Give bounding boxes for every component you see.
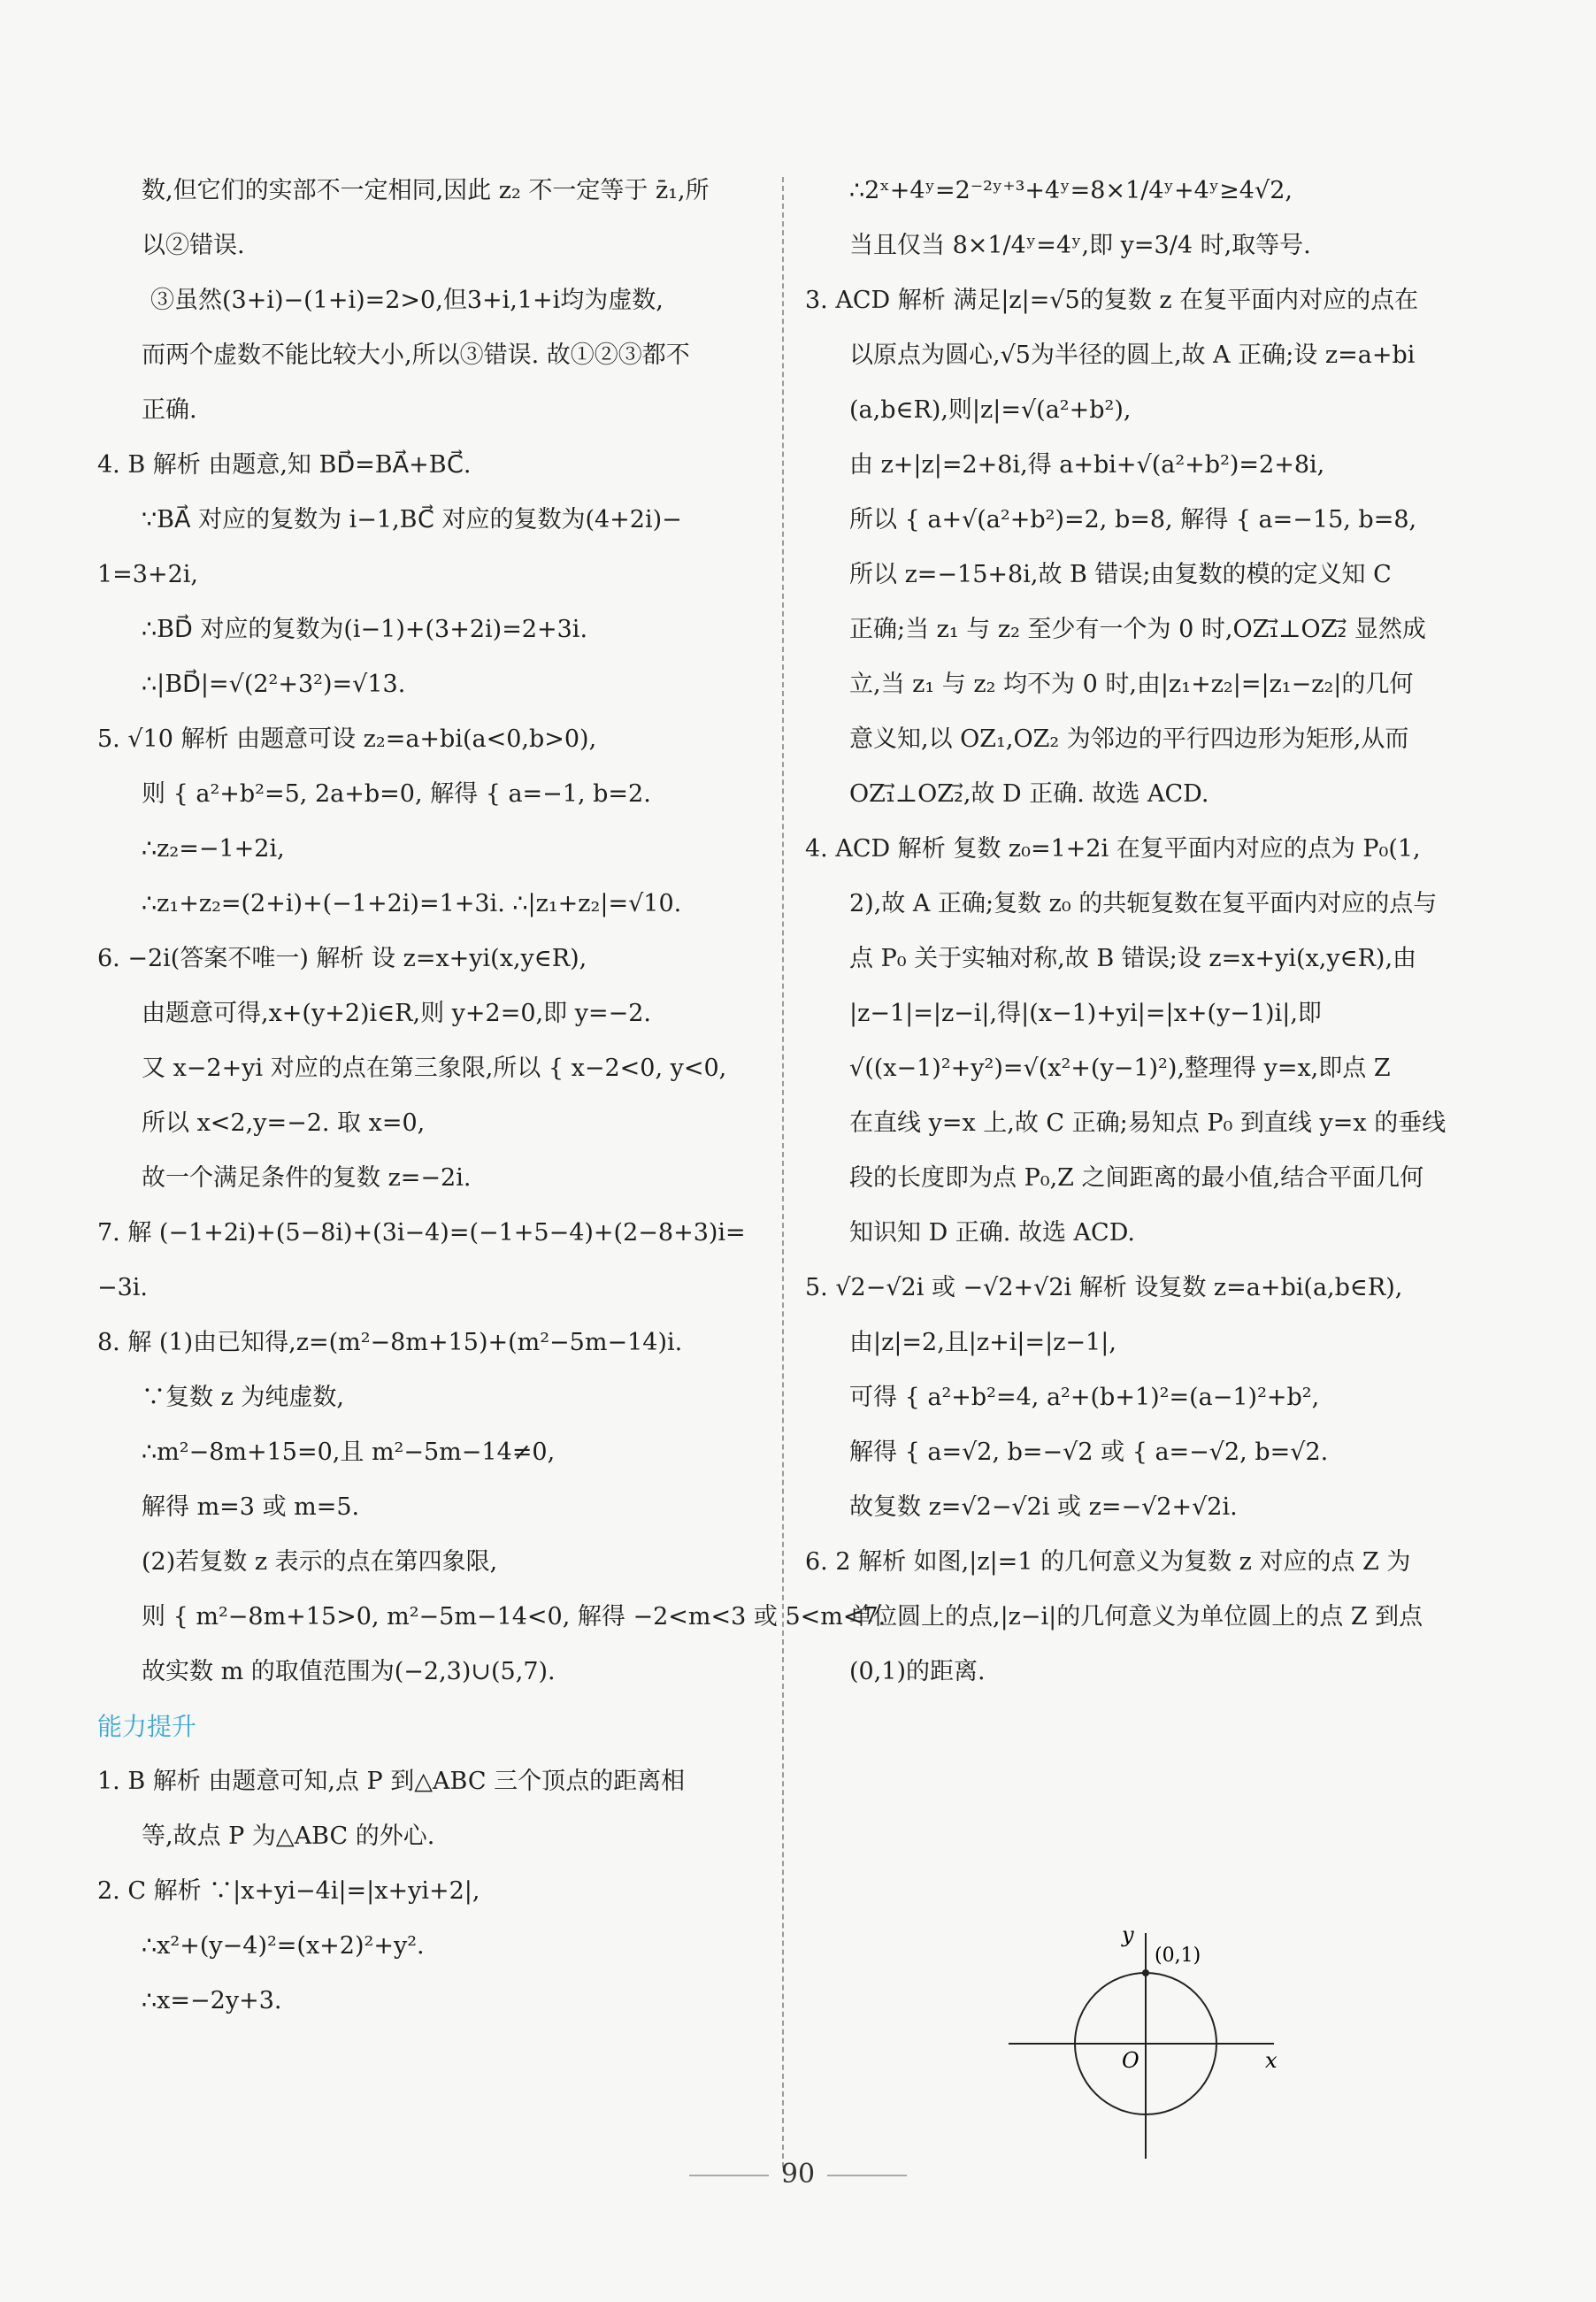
text-line: 所以 x<2,y=−2. 取 x=0, — [142, 1109, 426, 1137]
text-line: ∴x²+(y−4)²=(x+2)²+y². — [142, 1932, 425, 1960]
footer-line-left — [689, 2175, 769, 2176]
text-line: 由|z|=2,且|z+i|=|z−1|, — [849, 1329, 1116, 1356]
text-line: OZ₁⃗⊥OZ₂⃗,故 D 正确. 故选 ACD. — [849, 780, 1209, 808]
text-line: ∴BD⃗ 对应的复数为(i−1)+(3+2i)=2+3i. — [142, 616, 588, 643]
text-line: 意义知,以 OZ₁,OZ₂ 为邻边的平行四边形为矩形,从而 — [849, 725, 1409, 753]
text-line: 所以 z=−15+8i,故 B 错误;由复数的模的定义知 C — [849, 561, 1392, 588]
page-number: 90 — [780, 2159, 816, 2190]
text-line: 又 x−2+yi 对应的点在第三象限,所以 { x−2<0, y<0, — [142, 1055, 727, 1082]
column-divider — [782, 177, 784, 2168]
unit-circle-figure — [1009, 1924, 1309, 2163]
text-line: 段的长度即为点 P₀,Z 之间距离的最小值,结合平面几何 — [849, 1164, 1424, 1192]
text-line: 立,当 z₁ 与 z₂ 均不为 0 时,由|z₁+z₂|=|z₁−z₂|的几何 — [849, 671, 1414, 698]
text-line: (0,1)的距离. — [849, 1658, 986, 1685]
text-line: 故复数 z=√2−√2i 或 z=−√2+√2i. — [849, 1493, 1238, 1521]
text-line: 5. √2−√2i 或 −√2+√2i 解析 设复数 z=a+bi(a,b∈R), — [805, 1274, 1403, 1301]
text-line: ∵BA⃗ 对应的复数为 i−1,BC⃗ 对应的复数为(4+2i)− — [142, 506, 682, 533]
text-line: 6. −2i(答案不唯一) 解析 设 z=x+yi(x,y∈R), — [97, 945, 587, 972]
text-line: 数,但它们的实部不一定相同,因此 z₂ 不一定等于 z̄₁,所 — [142, 177, 710, 204]
text-line: 可得 { a²+b²=4, a²+(b+1)²=(a−1)²+b², — [849, 1384, 1320, 1411]
text-line: 7. 解 (−1+2i)+(5−8i)+(3i−4)=(−1+5−4)+(2−8+3)i= — [97, 1219, 746, 1247]
text-line: ∴z₁+z₂=(2+i)+(−1+2i)=1+3i. ∴|z₁+z₂|=√10. — [142, 890, 682, 917]
text-line: 知识知 D 正确. 故选 ACD. — [849, 1219, 1135, 1247]
text-line: 1=3+2i, — [97, 561, 198, 588]
text-line: 以原点为圆心,√5为半径的圆上,故 A 正确;设 z=a+bi — [849, 341, 1416, 369]
text-line: 2. C 解析 ∵|x+yi−4i|=|x+yi+2|, — [97, 1877, 480, 1905]
text-line: ∴m²−8m+15=0,且 m²−5m−14≠0, — [142, 1439, 556, 1466]
text-line: 在直线 y=x 上,故 C 正确;易知点 P₀ 到直线 y=x 的垂线 — [849, 1109, 1446, 1137]
text-line: 点 P₀ 关于实轴对称,故 B 错误;设 z=x+yi(x,y∈R),由 — [849, 945, 1417, 972]
right-column — [805, 164, 1477, 1700]
text-line: 8. 解 (1)由已知得,z=(m²−8m+15)+(m²−5m−14)i. — [97, 1329, 683, 1356]
text-line: 而两个虚数不能比较大小,所以③错误. 故①②③都不 — [142, 341, 690, 369]
text-line: |z−1|=|z−i|,得|(x−1)+yi|=|x+(y−1)i|,即 — [849, 1000, 1322, 1027]
text-line: 5. √10 解析 由题意可设 z₂=a+bi(a<0,b>0), — [97, 725, 597, 753]
text-line: ③虽然(3+i)−(1+i)=2>0,但3+i,1+i均为虚数, — [150, 287, 664, 314]
text-line: 等,故点 P 为△ABC 的外心. — [142, 1822, 435, 1850]
page-footer — [0, 2159, 1596, 2190]
text-line: (2)若复数 z 表示的点在第四象限, — [142, 1548, 498, 1576]
point-label: (0,1) — [1155, 1945, 1201, 1967]
text-line: ∴x=−2y+3. — [142, 1987, 282, 2014]
text-line: 4. ACD 解析 复数 z₀=1+2i 在复平面内对应的点为 P₀(1, — [805, 835, 1421, 863]
origin-label: O — [1122, 2048, 1139, 2073]
text-line: ∴2ˣ+4ʸ=2⁻²ʸ⁺³+4ʸ=8×1/4ʸ+4ʸ≥4√2, — [849, 177, 1293, 204]
y-axis-label: y — [1122, 1924, 1134, 1947]
text-line: ∴|BD⃗|=√(2²+3²)=√13. — [142, 671, 406, 698]
text-line: 6. 2 解析 如图,|z|=1 的几何意义为复数 z 对应的点 Z 为 — [805, 1548, 1411, 1576]
text-line: 故实数 m 的取值范围为(−2,3)∪(5,7). — [142, 1658, 556, 1685]
text-line: 当且仅当 8×1/4ʸ=4ʸ,即 y=3/4 时,取等号. — [849, 232, 1311, 259]
text-line: ∵复数 z 为纯虚数, — [142, 1384, 344, 1411]
text-line: 解得 m=3 或 m=5. — [142, 1493, 360, 1521]
text-line: 正确. — [142, 396, 197, 424]
text-line: 单位圆上的点,|z−i|的几何意义为单位圆上的点 Z 到点 — [849, 1603, 1423, 1631]
text-line: (a,b∈R),则|z|=√(a²+b²), — [849, 396, 1132, 424]
text-line: 正确;当 z₁ 与 z₂ 至少有一个为 0 时,OZ₁⃗⊥OZ₂⃗ 显然成 — [849, 616, 1426, 643]
text-line: 则 { a²+b²=5, 2a+b=0, 解得 { a=−1, b=2. — [142, 780, 651, 808]
text-line: √((x−1)²+y²)=√(x²+(y−1)²),整理得 y=x,即点 Z — [849, 1055, 1391, 1082]
text-line: −3i. — [97, 1274, 149, 1301]
left-column — [97, 164, 886, 2029]
x-axis-label: x — [1265, 2048, 1278, 2073]
text-line: 2),故 A 正确;复数 z₀ 的共轭复数在复平面内对应的点与 — [849, 890, 1438, 917]
section-title: 能力提升 — [97, 1712, 197, 1741]
text-line: ∴z₂=−1+2i, — [142, 835, 285, 863]
text-line: 解得 { a=√2, b=−√2 或 { a=−√2, b=√2. — [849, 1439, 1329, 1466]
footer-line-right — [827, 2175, 907, 2176]
text-line: 所以 { a+√(a²+b²)=2, b=8, 解得 { a=−15, b=8, — [849, 506, 1417, 533]
text-line: 4. B 解析 由题意,知 BD⃗=BA⃗+BC⃗. — [97, 451, 472, 479]
text-line: 3. ACD 解析 满足|z|=√5的复数 z 在复平面内对应的点在 — [805, 287, 1419, 314]
text-line: 由题意可得,x+(y+2)i∈R,则 y+2=0,即 y=−2. — [142, 1000, 651, 1027]
text-line: 以②错误. — [142, 232, 245, 259]
text-line: 1. B 解析 由题意可知,点 P 到△ABC 三个顶点的距离相 — [97, 1768, 686, 1795]
text-line: 故一个满足条件的复数 z=−2i. — [142, 1164, 472, 1192]
text-line: 则 { m²−8m+15>0, m²−5m−14<0, 解得 −2<m<3 或 5<m<7. — [142, 1603, 886, 1631]
text-line: 由 z+|z|=2+8i,得 a+bi+√(a²+b²)=2+8i, — [849, 451, 1325, 479]
point-0-1 — [1142, 1969, 1149, 1976]
